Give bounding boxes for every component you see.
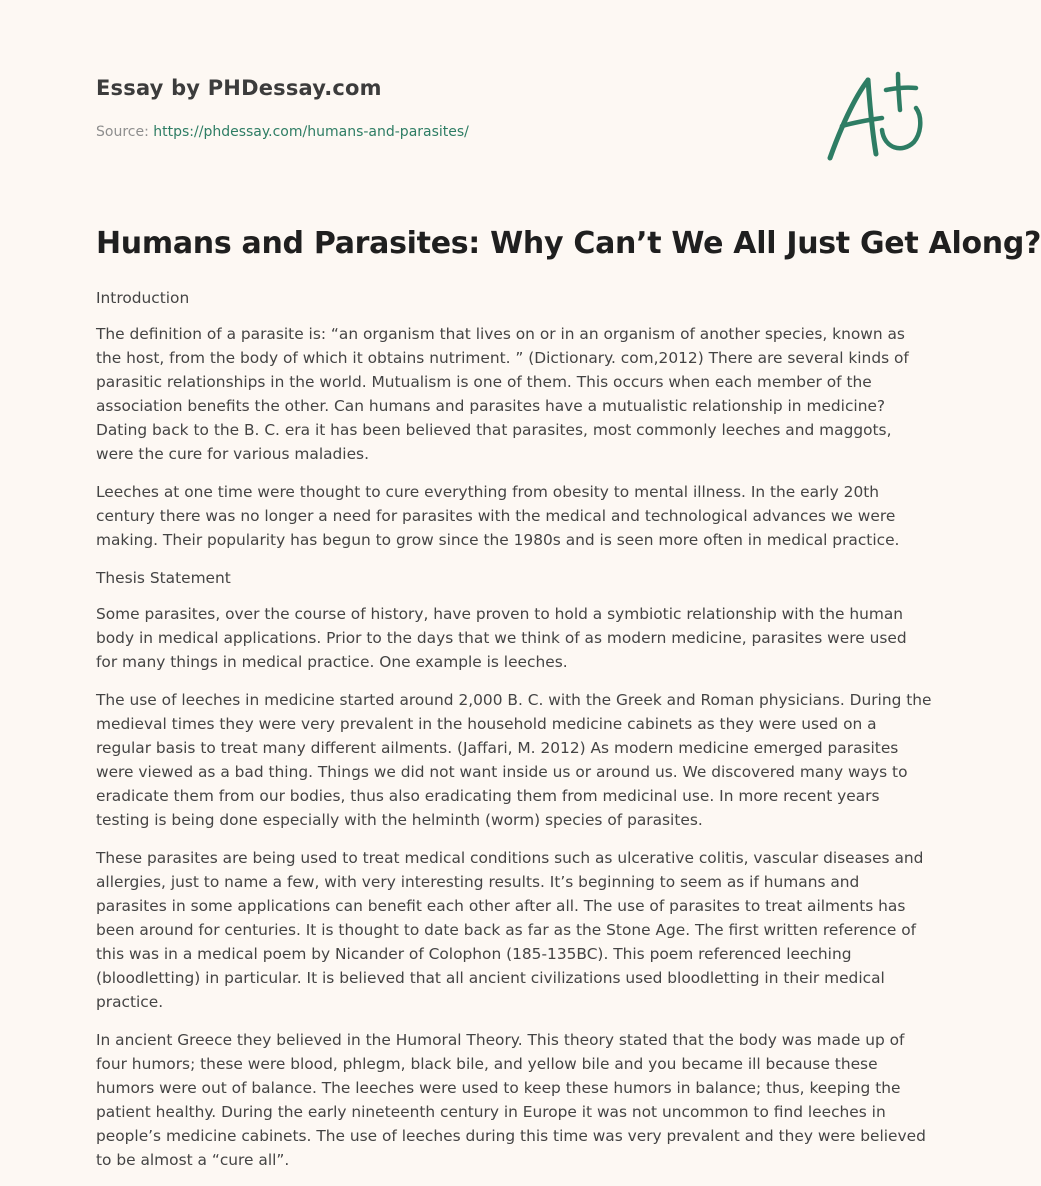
- essay-paragraph: The use of leeches in medicine started around 2,000 B. C. with the Greek and Roman physicians. During the medieval times they were very prevalent in the household medicine cabinets as they were used on a regular basis to treat many different ailments. (Jaffari, M. 2012) As modern medicine emerged parasites were viewed as a bad thing. Things we did not want inside us or around us. We discovered many ways to eradicate them from our bodies, thus also eradicating them from medicinal use. In more recent years testing is being done especially with the helminth (worm) species of parasites.: [96, 691, 932, 829]
- essay-paragraph: The definition of a parasite is: “an organism that lives on or in an organism of another species, known as the host, from the body of which it obtains nutriment. ” (Dictionary. com,2012) There are several kinds of parasitic relationships in the world. Mutualism is one of them. This occurs when each member of the association benefits the other. Can humans and parasites have a mutualistic relationship in medicine? Dating back to the B. C. era it has been believed that parasites, most commonly leeches and maggots, were the cure for various maladies.: [96, 325, 909, 463]
- essay-paragraph: Leeches at one time were thought to cure everything from obesity to mental illness. In the early 20th century there was no longer a need for parasites with the medical and technological advances we were making. Their popularity has begun to grow since the 1980s and is seen more often in medical practice.: [96, 483, 900, 549]
- source-line: [96, 124, 469, 140]
- section-heading: Thesis Statement: [96, 569, 231, 587]
- source-label: Source:: [96, 124, 154, 140]
- site-brand: Essay by PHDessay.com: [96, 76, 382, 100]
- a-plus-grade-icon: [820, 68, 930, 166]
- essay-body: [96, 286, 932, 1186]
- essay-paragraph: In ancient Greece they believed in the Humoral Theory. This theory stated that the body was made up of four humors; these were blood, phlegm, black bile, and yellow bile and you became ill because these humors were out of balance. The leeches were used to keep these humors in balance; thus, keeping the patient healthy. During the early nineteenth century in Europe it was not uncommon to find leeches in people’s medicine cabinets. The use of leeches during this time was very prevalent and they were believed to be almost a “cure all”.: [96, 1031, 926, 1169]
- essay-title: Humans and Parasites: Why Can’t We All Just Get Along?: [96, 226, 1041, 261]
- source-link[interactable]: https://phdessay.com/humans-and-parasites/: [153, 124, 469, 140]
- essay-paragraph: These parasites are being used to treat medical conditions such as ulcerative colitis, vascular diseases and allergies, just to name a few, with very interesting results. It’s beginning to seem as if humans and parasites in some applications can benefit each other after all. The use of parasites to treat ailments has been around for centuries. It is thought to date back as far as the Stone Age. The first written reference of this was in a medical poem by Nicander of Colophon (185-135BC). This poem referenced leeching (bloodletting) in particular. It is believed that all ancient civilizations used bloodletting in their medical practice.: [96, 849, 924, 1011]
- essay-paragraph: Some parasites, over the course of history, have proven to hold a symbiotic relationship with the human body in medical applications. Prior to the days that we think of as modern medicine, parasites were used for many things in medical practice. One example is leeches.: [96, 605, 907, 671]
- section-heading: Introduction: [96, 289, 190, 307]
